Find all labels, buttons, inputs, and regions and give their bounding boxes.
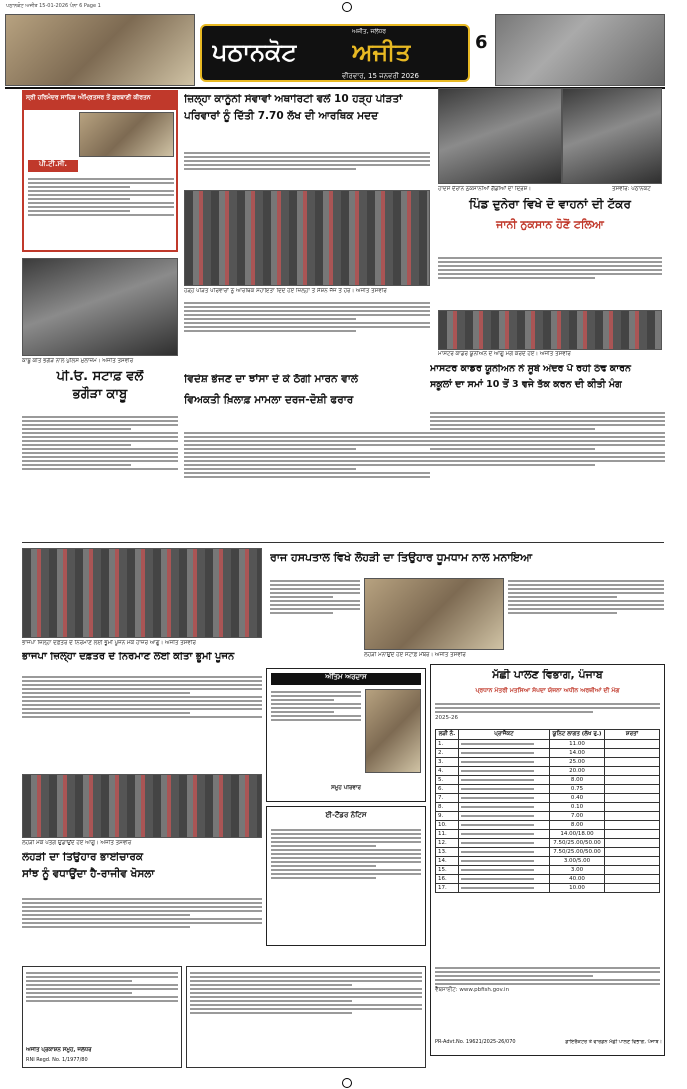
row-terms (605, 749, 660, 758)
footer-imprint-body (26, 970, 178, 1046)
story3-headline-line1: ਪੀ.ਓ. ਸਟਾਫ਼ ਵਲੋਂ (56, 370, 144, 384)
promo-box (22, 90, 178, 252)
story2-headline (438, 198, 662, 250)
story3-photo (22, 258, 178, 356)
table-row (436, 776, 660, 785)
row-cost: 7.00 (550, 812, 605, 821)
story6-body-col2 (508, 578, 664, 660)
story2-body (438, 255, 662, 307)
story4-body (430, 410, 665, 534)
story1-body-cont (184, 300, 430, 370)
row-cost: 20.00 (550, 767, 605, 776)
row-terms (605, 740, 660, 749)
footer-imprint (22, 966, 182, 1068)
story2-caption-right: ਤਸਵੀਰ: ਪਠਾਨਕੋਟ (612, 186, 651, 192)
story4-headline (430, 364, 665, 404)
story2-headline-line2: ਜਾਨੀ ਨੁਕਸਾਨ ਹੋਣੋਂ ਟਲਿਆ (496, 217, 604, 231)
col-header-cost: ਯੂਨਿਟ ਲਾਗਤ (ਲੱਖ ਰੁ.) (550, 730, 605, 740)
story5-headline-line1: ਵਿਦੇਸ਼ ਭੇਜਣ ਦਾ ਝਾਂਸਾ ਦੇ ਕੇ ਠੱਗੀ ਮਾਰਨ ਵਾਲੇ (184, 374, 358, 385)
story1-caption: ਹੜ੍ਹ ਪੀੜਤ ਪਰਿਵਾਰਾਂ ਨੂੰ ਆਰਥਿਕ ਸਹਾਇਤਾ ਦਿੰਦੇ ਹੋਏ ਜ਼ਿਲ੍ਹਾ ਤੇ ਸੈਸ਼ਨ ਜੱਜ ਤੇ ਹੋਰ। ਅਜੀਤ ਤਸਵੀਰ (184, 288, 387, 294)
story4-caption: ਮਾਸਟਰ ਕਾਡਰ ਯੂਨੀਅਨ ਦੇ ਆਗੂ ਮੰਗ ਕਰਦੇ ਹੋਏ। ਅਜੀਤ ਤਸਵੀਰ (438, 351, 571, 357)
row-project (459, 794, 550, 803)
masthead-title-right: ਅਜੀਤ (352, 38, 411, 66)
row-terms (605, 785, 660, 794)
row-project (459, 857, 550, 866)
story4-headline-line1: ਮਾਸਟਰ ਕਾਡਰ ਯੂਨੀਅਨ ਨੇ ਸੂਬੇ ਅੰਦਰ ਪੈ ਰਹੀ ਠੰਢ ਕਾਰਨ (430, 364, 631, 374)
obituary-portrait (365, 689, 421, 773)
row-project (459, 803, 550, 812)
row-number: 2. (436, 749, 459, 758)
row-number: 17. (436, 884, 459, 893)
row-number: 5. (436, 776, 459, 785)
row-terms (605, 857, 660, 866)
fisheries-table (435, 729, 660, 893)
story8-caption: ਲੋਹੜੀ ਮੌਕੇ ਪਤੰਗ ਉਡਾਉਂਦੇ ਹੋਏ ਆਗੂ। ਅਜੀਤ ਤਸਵੀਰ (22, 840, 132, 846)
row-number: 7. (436, 794, 459, 803)
row-number: 1. (436, 740, 459, 749)
masthead (5, 14, 665, 86)
story5-body (184, 430, 430, 538)
row-project (459, 776, 550, 785)
story8-photo (22, 774, 262, 838)
row-number: 15. (436, 866, 459, 875)
story2-photo-left (438, 88, 562, 184)
row-project (459, 884, 550, 893)
story3-caption: ਕਾਬੂ ਕੀਤੇ ਭਗੌੜੇ ਨਾਲ ਪੁਲਿਸ ਮੁਲਾਜ਼ਮ। ਅਜੀਤ ਤਸਵੀਰ (22, 358, 134, 364)
row-cost: 3.00/5.00 (550, 857, 605, 866)
row-cost: 25.00 (550, 758, 605, 767)
fisheries-signoff: ਡਾਇਰੈਕਟਰ ਤੇ ਵਾਰਡਨ ਮੱਛੀ ਪਾਲਣ ਵਿਭਾਗ, ਪੰਜਾਬ। (565, 1039, 662, 1045)
row-project (459, 749, 550, 758)
row-number: 12. (436, 839, 459, 848)
story1-headline-line1: ਜ਼ਿਲ੍ਹਾ ਕਾਨੂੰਨੀ ਸੇਵਾਵਾਂ ਅਥਾਰਿਟੀ ਵਲੋਂ 10 ਹੜ੍ਹ ਪੀੜਤਾਂ (184, 94, 403, 105)
table-row (436, 794, 660, 803)
row-cost: 14.00 (550, 749, 605, 758)
tender-notice-body (271, 827, 421, 941)
story7-photo (22, 548, 262, 638)
row-cost: 10.00 (550, 884, 605, 893)
print-info-text: ਪਠਾਨਕੋਟ ਅਜੀਤ 15-01-2026 ਪੰਨਾ 6 Page 1 (6, 3, 101, 9)
section-rule (22, 542, 664, 543)
story2-caption-left: ਹਾਦਸੇ ਦੌਰਾਨ ਨੁਕਸਾਨੀਆਂ ਗੱਡੀਆਂ ਦਾ ਦ੍ਰਿਸ਼। (438, 186, 532, 192)
row-terms (605, 884, 660, 893)
table-row (436, 740, 660, 749)
row-terms (605, 866, 660, 875)
fisheries-subtitle: ਪ੍ਰਧਾਨ ਮੰਤਰੀ ਮਤਸਿਆ ਸੰਪਦਾ ਯੋਜਨਾ ਅਧੀਨ ਅਰਜ਼ੀਆਂ ਦੀ ਮੰਗ (475, 687, 620, 694)
row-cost: 0.10 (550, 803, 605, 812)
table-row (436, 875, 660, 884)
row-terms (605, 812, 660, 821)
obituary-footer: ਸਮੂਹ ਪਰਿਵਾਰ (331, 785, 361, 791)
promo-heading: ਸ੍ਰੀ ਹਰਿਮੰਦਰ ਸਾਹਿਬ ਅੰਮ੍ਰਿਤਸਰ ਤੋਂ ਗੁਰਬਾਣੀ ਕੀਰਤਨ (24, 92, 176, 110)
page-number: 6 (475, 32, 488, 53)
table-row (436, 857, 660, 866)
table-row (436, 821, 660, 830)
row-project (459, 758, 550, 767)
row-project (459, 839, 550, 848)
story8-body (22, 896, 262, 962)
table-row (436, 839, 660, 848)
row-terms (605, 767, 660, 776)
row-terms (605, 821, 660, 830)
row-cost: 8.00 (550, 776, 605, 785)
obituary-title: ਅੰਤਿਮ ਅਰਦਾਸ (271, 673, 421, 685)
story4-headline-line2: ਸਕੂਲਾਂ ਦਾ ਸਮਾਂ 10 ਤੋਂ 3 ਵਜੇ ਤੱਕ ਕਰਨ ਦੀ ਕੀਤੀ ਮੰਗ (430, 378, 622, 390)
col-header-terms: ਸ਼ਰਤਾਂ (605, 730, 660, 740)
masthead-photo-right (495, 14, 665, 86)
story2-photo-right (562, 88, 662, 184)
table-row (436, 848, 660, 857)
row-terms (605, 848, 660, 857)
row-cost: 7.50/25.00/50.00 (550, 848, 605, 857)
obituary-body (271, 689, 361, 779)
row-number: 16. (436, 875, 459, 884)
story5-headline-line2: ਵਿਅਕਤੀ ਖ਼ਿਲਾਫ਼ ਮਾਮਲਾ ਦਰਜ-ਦੋਸ਼ੀ ਫਰਾਰ (184, 394, 354, 407)
row-project (459, 866, 550, 875)
row-number: 6. (436, 785, 459, 794)
row-number: 14. (436, 857, 459, 866)
row-project (459, 740, 550, 749)
story1-body (184, 150, 430, 188)
footer-publisher: ਅਜੀਤ ਪ੍ਰਕਾਸ਼ਨ ਸਮੂਹ, ਜਲੰਧਰ (26, 1047, 92, 1053)
story3-headline (22, 370, 178, 410)
story1-headline (184, 94, 430, 132)
row-cost: 14.00/18.00 (550, 830, 605, 839)
row-number: 11. (436, 830, 459, 839)
row-cost: 3.00 (550, 866, 605, 875)
promo-channel-label: ਪੀ.ਟੀ.ਸੀ. (28, 160, 78, 172)
story4-photo (438, 310, 662, 350)
government-notice (186, 966, 426, 1068)
table-row (436, 830, 660, 839)
row-number: 10. (436, 821, 459, 830)
row-cost: 7.50/25.00/50.00 (550, 839, 605, 848)
row-terms (605, 794, 660, 803)
table-row (436, 749, 660, 758)
row-project (459, 848, 550, 857)
table-row (436, 866, 660, 875)
story7-body (22, 674, 262, 770)
row-number: 9. (436, 812, 459, 821)
story6-caption: ਲੋਹੜੀ ਮਨਾਉਂਦੇ ਹੋਏ ਸਟਾਫ਼ ਮੈਂਬਰ। ਅਜੀਤ ਤਸਵੀਰ (364, 652, 466, 658)
row-project (459, 767, 550, 776)
row-number: 3. (436, 758, 459, 767)
story3-headline-line2: ਭਗੌੜਾ ਕਾਬੂ (72, 386, 128, 402)
masthead-title-box (200, 24, 470, 82)
government-notice-body (190, 970, 422, 1064)
masthead-photo-left (5, 14, 195, 86)
row-terms (605, 830, 660, 839)
story7-headline: ਭਾਜਪਾ ਜ਼ਿਲ੍ਹਾ ਦਫ਼ਤਰ ਦੇ ਨਿਰਮਾਣ ਲਈ ਕੀਤਾ ਭੂਮੀ ਪੂਜਨ (22, 652, 235, 662)
story6-body-col1 (270, 578, 360, 660)
fisheries-intro (435, 701, 660, 727)
row-terms (605, 875, 660, 884)
golden-temple-photo (79, 112, 174, 157)
story5-headline (184, 374, 430, 418)
story2-headline-line1: ਪਿੰਡ ਦੁਨੇਰਾ ਵਿਖੇ ਦੋ ਵਾਹਨਾਂ ਦੀ ਟੱਕਰ (469, 198, 631, 211)
table-row (436, 803, 660, 812)
story1-photo (184, 190, 430, 286)
row-number: 4. (436, 767, 459, 776)
story8-headline-line2: ਸਾਂਝ ਨੂੰ ਵਧਾਉਂਦਾ ਹੈ-ਰਾਜੀਵ ਖੋਸਲਾ (22, 868, 155, 881)
row-cost: 8.00 (550, 821, 605, 830)
row-terms (605, 803, 660, 812)
row-project (459, 830, 550, 839)
row-cost: 0.75 (550, 785, 605, 794)
row-terms (605, 839, 660, 848)
table-row (436, 884, 660, 893)
story8-headline (22, 852, 262, 892)
fisheries-contact: ਵੈੱਬਸਾਈਟ: www.pbfish.gov.in (435, 987, 510, 993)
fisheries-table-header (436, 730, 660, 740)
table-row (436, 758, 660, 767)
story1-headline-line2: ਪਰਿਵਾਰਾਂ ਨੂੰ ਦਿੱਤੀ 7.70 ਲੱਖ ਦੀ ਆਰਥਿਕ ਮਦਦ (184, 110, 379, 123)
masthead-date: ਵੀਰਵਾਰ, 15 ਜਨਵਰੀ 2026 (342, 72, 419, 80)
promo-body (28, 176, 174, 248)
col-header-no: ਲੜੀ ਨੰ. (436, 730, 459, 740)
story6-photo (364, 578, 504, 650)
masthead-title-left: ਪਠਾਨਕੋਟ (212, 38, 297, 66)
table-row (436, 785, 660, 794)
row-project (459, 785, 550, 794)
story3-body (22, 414, 178, 538)
fisheries-ad-number: PR-Advt.No. 19621/2025-26/070 (435, 1039, 516, 1045)
story7-caption: ਭਾਜਪਾ ਜ਼ਿਲ੍ਹਾ ਦਫ਼ਤਰ ਦੇ ਨਿਰਮਾਣ ਲਈ ਭੂਮੀ ਪੂਜਨ ਮੌਕੇ ਹਾਜ਼ਰ ਆਗੂ। ਅਜੀਤ ਤਸਵੀਰ (22, 640, 196, 646)
table-row (436, 812, 660, 821)
masthead-edition: ਅਜੀਤ, ਜਲੰਧਰ (352, 28, 387, 35)
row-number: 13. (436, 848, 459, 857)
row-cost: 11.00 (550, 740, 605, 749)
row-cost: 40.00 (550, 875, 605, 884)
tender-notice (266, 806, 426, 946)
fisheries-year: 2025-26 (435, 715, 458, 721)
row-terms (605, 758, 660, 767)
story6-headline: ਰਾਜ ਹਸਪਤਾਲ ਵਿਖੇ ਲੋਹੜੀ ਦਾ ਤਿਉਹਾਰ ਧੂਮਧਾਮ ਨਾਲ ਮਨਾਇਆ (270, 552, 533, 564)
col-header-project: ਪ੍ਰਾਜੈਕਟ (459, 730, 550, 740)
row-terms (605, 776, 660, 785)
story8-headline-line1: ਲੋਹੜੀ ਦਾ ਤਿਉਹਾਰ ਭਾਈਚਾਰਕ (22, 852, 144, 863)
row-number: 8. (436, 803, 459, 812)
print-info-strip (0, 0, 687, 12)
registration-mark-bottom (342, 1078, 352, 1088)
row-project (459, 875, 550, 884)
row-project (459, 812, 550, 821)
fisheries-notes (435, 965, 660, 1015)
fisheries-ad (430, 664, 665, 1056)
tender-notice-title: ਈ-ਟੈਂਡਰ ਨੋਟਿਸ (325, 811, 367, 819)
table-row (436, 767, 660, 776)
row-cost: 0.40 (550, 794, 605, 803)
footer-reg: RNI Regd. No. 1/1977/80 (26, 1057, 88, 1063)
obituary-ad (266, 668, 426, 802)
fisheries-title: ਮੱਛੀ ਪਾਲਣ ਵਿਭਾਗ, ਪੰਜਾਬ (492, 669, 603, 681)
row-project (459, 821, 550, 830)
